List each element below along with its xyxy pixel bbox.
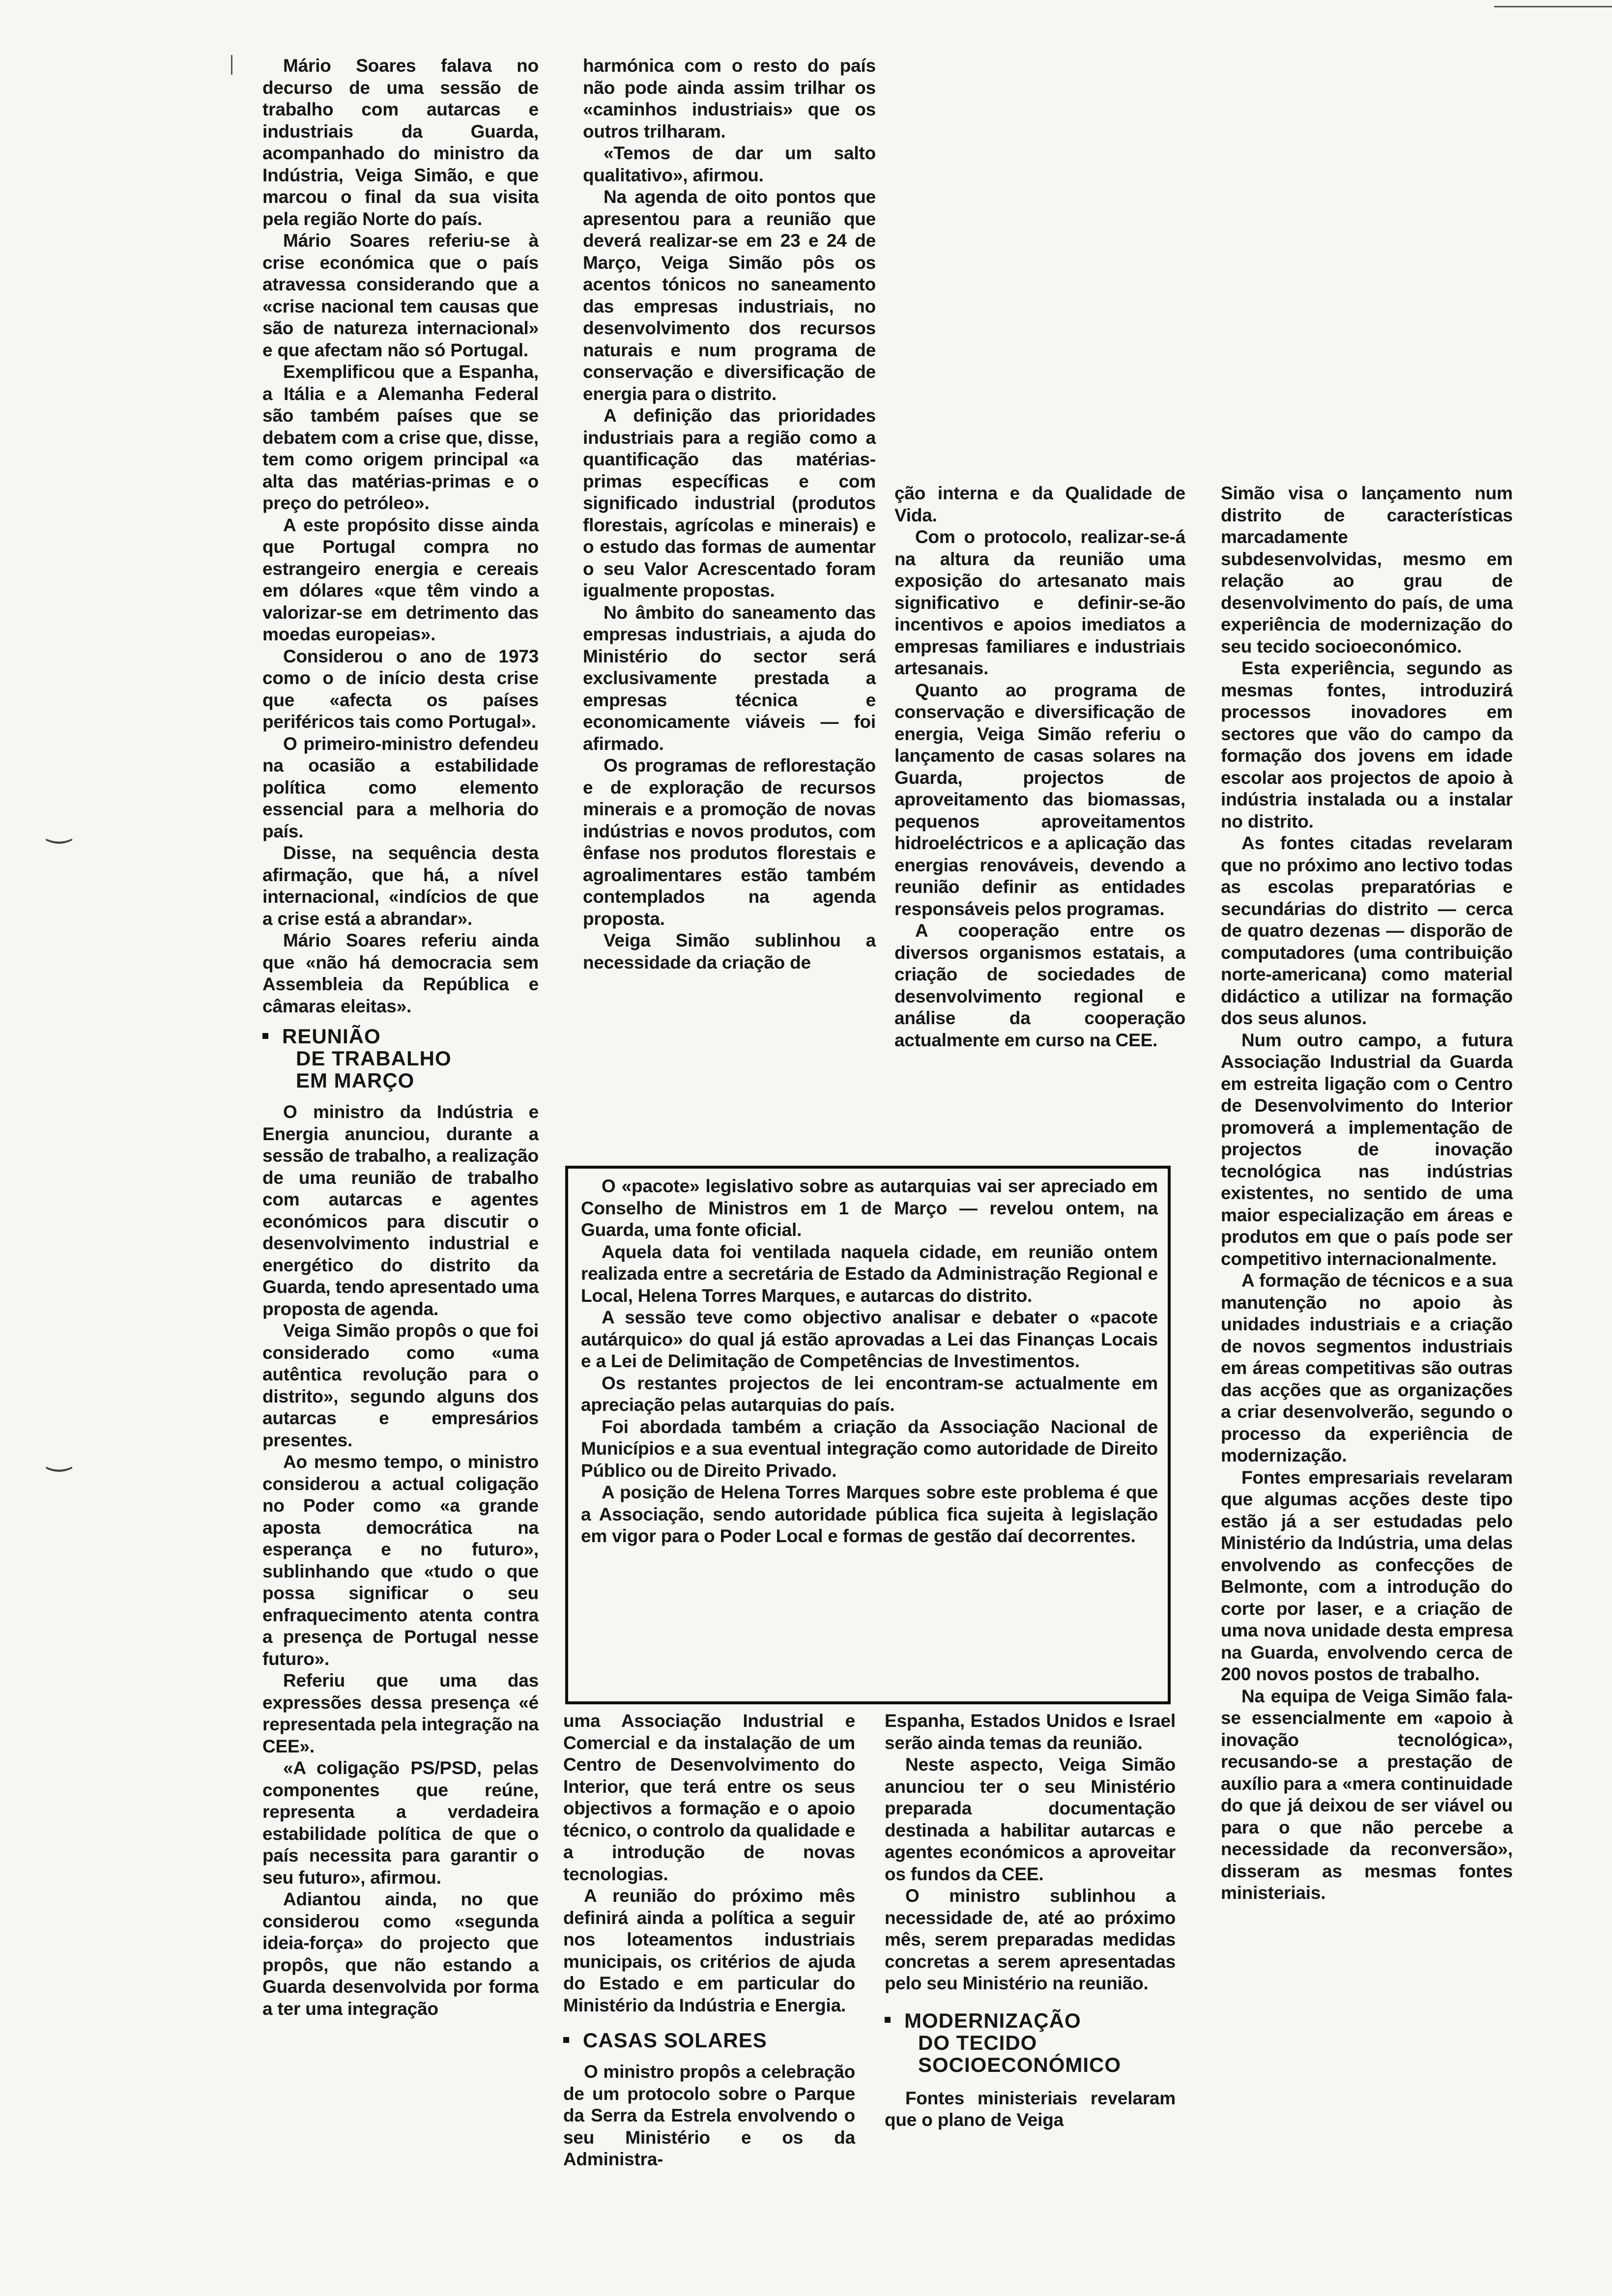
paragraph: Exemplificou que a Espanha, a Itália e a Alemanha Federal são também países que se debatem com a crise que, disse, tem como origem principal «a alta das matérias-primas e o preço do petróleo».	[262, 362, 539, 513]
paragraph: ção interna e da Qualidade de Vida.	[894, 483, 1185, 525]
paragraph: A este propósito disse ainda que Portugal compra no estrangeiro energia e cereais em dólares «que têm vindo a valorizar-se em detrimento das moedas europeias».	[262, 515, 539, 644]
paragraph: «A coligação PS/PSD, pelas componentes que reúne, representa a verdadeira estabilidade política de que o país necessita para garantir o seu futuro», afirmou.	[262, 1758, 539, 1888]
paragraph: Na agenda de oito pontos que apresentou para a reunião que deverá realizar-se em 23 e 24 de Março, Veiga Simão pôs os acentos tónicos no saneamento das empresas industriais, no desenvolvimento dos recursos naturais e num programa de conservação e diversificação de energia para o distrito.	[583, 187, 876, 404]
column-2-bottom	[563, 1710, 855, 2171]
paragraph: A definição das prioridades industriais para a região como a quantificação das matérias-primas específicas e com significado industrial (produtos florestais, agrícolas e minerais) e o estudo das formas de aumentar o seu Valor Acrescentado foram igualmente propostas.	[583, 405, 876, 601]
paragraph: Os programas de reflorestação e de exploração de recursos minerais e a promoção de novas indústrias e novos produtos, com ênfase nos produtos florestais e agroalimentares estão também contemplados na agenda proposta.	[583, 755, 876, 929]
paragraph: A sessão teve como objectivo analisar e debater o «pacote autárquico» do qual já estão aprovadas a Lei das Finanças Locais e a Lei de Delimitação de Competências de Investimentos.	[581, 1307, 1158, 1371]
column-3-top	[894, 483, 1185, 1051]
paragraph: Referiu que uma das expressões dessa presença «é representada pela integração na CEE».	[262, 1670, 539, 1756]
paragraph: «Temos de dar um salto qualitativo», afirmou.	[583, 143, 876, 185]
paragraph: Aquela data foi ventilada naquela cidade, em reunião ontem realizada entre a secretária de Estado da Administração Regional e Local, Helena Torres Marques, e autarcas do distrito.	[581, 1241, 1158, 1306]
paragraph: Espanha, Estados Unidos e Israel serão ainda temas da reunião.	[885, 1711, 1176, 1753]
paragraph: Num outro campo, a futura Associação Industrial da Guarda em estreita ligação com o Centro de Desenvolvimento do Interior promoverá a implementação de projectos de inovação tecnológica nas indústrias existentes, no sentido de uma maior especialização em áreas e produtos em que o país pode ser competitivo internacionalmente.	[1221, 1030, 1513, 1269]
paragraph: A reunião do próximo mês definirá ainda a política a seguir nos loteamentos industriais municipais, os critérios de ajuda do Estado e em particular do Ministério da Indústria e Energia.	[563, 1886, 855, 2015]
paragraph: Disse, na sequência desta afirmação, que há, a nível internacional, «indícios de que a crise está a abrandar».	[262, 843, 539, 929]
paragraph: A formação de técnicos e a sua manutenção no apoio às unidades industriais e a criação de novos segmentos industriais em áreas competitivas são outras das acções que as organizações a criar desenvolverão, segundo o processo da experiência de modernização.	[1221, 1270, 1513, 1465]
paragraph: Esta experiência, segundo as mesmas fontes, introduzirá processos inovadores em sectores que vão do campo da formação dos jovens em idade escolar aos projectos de apoio à indústria instalada ou a instalar no distrito.	[1221, 658, 1513, 832]
punch-mark: ‿	[47, 1438, 71, 1472]
column-2-top	[583, 55, 876, 974]
heading-bullet-icon	[563, 2037, 569, 2043]
paragraph: Adiantou ainda, no que considerou como «segunda ideia-força» do projecto que propôs, que não estando a Guarda desenvolvida por forma a ter uma integração	[262, 1889, 539, 2019]
column-4	[1221, 483, 1513, 1904]
punch-mark: ‿	[47, 810, 71, 844]
paragraph: Mário Soares falava no decurso de uma sessão de trabalho com autarcas e industriais da Guarda, acompanhado do ministro da Indústria, Veiga Simão, e que marcou o final da sua visita pela região Norte do país.	[262, 56, 539, 229]
section-heading-casas-solares: CASAS SOLARES	[563, 2029, 855, 2051]
paragraph: Mário Soares referiu ainda que «não há democracia sem Assembleia da República e câmaras eleitas».	[262, 930, 539, 1016]
paragraph: Neste aspecto, Veiga Simão anunciou ter o seu Ministério preparada documentação destinada a habilitar autarcas e agentes económicos a aproveitar os fundos da CEE.	[885, 1754, 1176, 1884]
paragraph: O ministro sublinhou a necessidade de, até ao próximo mês, serem preparadas medidas concretas a serem apresentadas pelo seu Ministério na reunião.	[885, 1886, 1176, 1993]
column-3-bottom	[885, 1710, 1176, 2131]
paragraph: Mário Soares referiu-se à crise económica que o país atravessa considerando que a «crise nacional tem causas que são de natureza internacional» e que afectam não só Portugal.	[262, 230, 539, 360]
paragraph: As fontes citadas revelaram que no próximo ano lectivo todas as escolas preparatórias e secundárias do distrito — cerca de quatro dezenas — disporão de computadores (uma contribuição norte-americana) como material didáctico a utilizar na formação dos seus alunos.	[1221, 833, 1513, 1028]
paragraph: Ao mesmo tempo, o ministro considerou a actual coligação no Poder como «a grande aposta democrática na esperança e no futuro», sublinhando que «tudo o que possa significar o seu enfraquecimento atenta contra a presença de Portugal nesse futuro».	[262, 1452, 539, 1669]
paragraph: Quanto ao programa de conservação e diversificação de energia, Veiga Simão referiu o lançamento de casas solares na Guarda, projectos de aproveitamento das biomassas, pequenos aproveitamentos hidroeléctricos e a aplicação das energias renováveis, devendo a reunião definir as entidades responsáveis pelos programas.	[894, 680, 1185, 919]
paragraph: Considerou o ano de 1973 como o de início desta crise que «afecta os países periféricos tais como Portugal».	[262, 646, 539, 732]
paragraph: A posição de Helena Torres Marques sobre este problema é que a Associação, sendo autoridade pública fica sujeita à legislação em vigor para o Poder Local e formas de gestão daí decorrentes.	[581, 1482, 1158, 1546]
section-heading-modernizacao: MODERNIZAÇÃO DO TECIDO SOCIOECONÓMICO	[885, 2009, 1176, 2076]
heading-bullet-icon	[885, 2017, 891, 2023]
paragraph: O primeiro-ministro defendeu na ocasião a estabilidade política como elemento essencial para a melhoria do país.	[262, 733, 539, 841]
paragraph: Foi abordada também a criação da Associação Nacional de Municípios e a sua eventual integração como autoridade de Direito Público ou de Direito Privado.	[581, 1416, 1158, 1481]
paragraph: O «pacote» legislativo sobre as autarquias vai ser apreciado em Conselho de Ministros em 1 de Março — revelou ontem, na Guarda, uma fonte oficial.	[581, 1176, 1158, 1240]
heading-bullet-icon	[262, 1033, 268, 1039]
paragraph: harmónica com o resto do país não pode ainda assim trilhar os «caminhos industriais» que os outros trilharam.	[583, 56, 876, 142]
paragraph: No âmbito do saneamento das empresas industriais, a ajuda do Ministério do sector será exclusivamente prestada a empresas técnica e economicamente viáveis — foi afirmado.	[583, 602, 876, 754]
paragraph: Na equipa de Veiga Simão fala-se essencialmente em «apoio à inovação tecnológica», recusando-se a prestação de auxílio para a «mera continuidade do que já deixou de ser viável ou para o que não percebe a necessidade da reconversão», disseram as mesmas fontes ministeriais.	[1221, 1686, 1513, 1903]
paragraph: Fontes empresariais revelaram que algumas acções deste tipo estão já a ser estudadas pelo Ministério da Indústria, uma delas envolvendo as confecções de Belmonte, com a introdução do corte por laser, e a criação de uma nova unidade desta empresa na Guarda, envolvendo cerca de 200 novos postos de trabalho.	[1221, 1467, 1513, 1684]
paragraph: Veiga Simão sublinhou a necessidade da criação de	[583, 930, 876, 973]
paragraph: Com o protocolo, realizar-se-á na altura da reunião uma exposição do artesanato mais significativo e definir-se-ão incentivos e apoios imediatos a empresas familiares e industriais artesanais.	[894, 527, 1185, 678]
top-rule	[1494, 6, 1612, 7]
paragraph: Veiga Simão propôs o que foi considerado como «uma autêntica revolução para o distrito», segundo alguns dos autarcas e empresários presentes.	[262, 1320, 539, 1450]
margin-tick	[231, 55, 232, 75]
paragraph: Os restantes projectos de lei encontram-se actualmente em apreciação pelas autarquias do país.	[581, 1373, 1158, 1415]
paragraph: A cooperação entre os diversos organismos estatais, a criação de sociedades de desenvolvimento regional e análise da cooperação actualmente em curso na CEE.	[894, 920, 1185, 1050]
paragraph: Fontes ministeriais revelaram que o plano de Veiga	[885, 2088, 1176, 2130]
section-heading-reuniao: REUNIÃO DE TRABALHO EM MARÇO	[262, 1025, 539, 1091]
paragraph: uma Associação Industrial e Comercial e da instalação de um Centro de Desenvolvimento do Interior, que terá entre os seus objectivos a formação e o apoio técnico, o controlo da qualidade e a introdução de novas tecnologias.	[563, 1711, 855, 1884]
column-1	[262, 55, 539, 2020]
paragraph: Simão visa o lançamento num distrito de características marcadamente subdesenvolvidas, mesmo em relação ao grau de desenvolvimento do país, de uma experiência de modernização do seu tecido socioeconómico.	[1221, 483, 1513, 657]
paragraph: O ministro da Indústria e Energia anunciou, durante a sessão de trabalho, a realização de uma reunião de trabalho com autarcas e agentes económicos para discutir o desenvolvimento industrial e energético do distrito da Guarda, tendo apresentado uma proposta de agenda.	[262, 1102, 539, 1319]
paragraph: O ministro propôs a celebração de um protocolo sobre o Parque da Serra da Estrela envolvendo o seu Ministério e os da Administra-	[563, 2062, 855, 2169]
boxed-news-item	[565, 1166, 1171, 1704]
